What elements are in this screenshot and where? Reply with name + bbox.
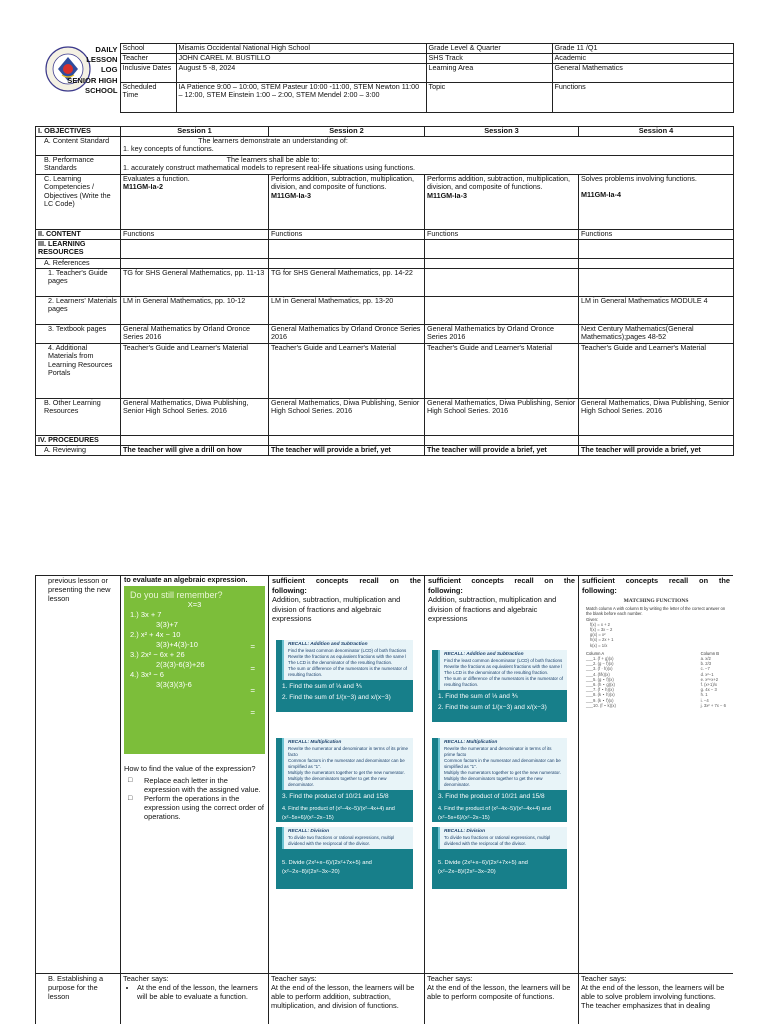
recall-division-panel: [438, 827, 567, 849]
matching-title: MATCHING FUNCTIONS: [623, 598, 689, 604]
session1-review-cell: [121, 576, 269, 974]
content-standard-label: A. Content Standard: [36, 137, 121, 156]
learners-materials-cell: [425, 297, 579, 325]
recall-item: Find the least common denominator (LCD) of both fractions: [444, 657, 563, 663]
purpose-item: At the end of the lesson, the learners will be able to solve problem involving functions.: [581, 983, 725, 1001]
learners-materials-cell: LM in General Mathematics MODULE 4: [579, 297, 734, 325]
competency-code: M11GM-Ia-4: [581, 190, 621, 200]
teachers-guide-label: 1. Teacher's Guide pages: [36, 269, 121, 297]
lesson-log-page-2: [35, 575, 733, 1024]
session-header: Session 1: [121, 127, 269, 137]
track-value: Academic: [552, 54, 733, 64]
competency-text: Performs addition, subtraction, multiplication, division, and composite of functions.: [427, 174, 571, 192]
recall-multiplication-slide: [432, 738, 567, 822]
recall-multiplication-title: RECALL: Multiplication: [444, 739, 498, 745]
track-label: SHS Track: [426, 54, 552, 64]
recall-division-slide: [432, 827, 567, 889]
drill-substitution: 3(3)+4(3)-10: [156, 640, 198, 650]
recall-item: Multiply the numerators together to get the new numerator.: [288, 769, 405, 775]
additional-materials-label: 4. Additional Materials from Learning Resources Portals: [36, 344, 121, 399]
topic-value: Functions: [552, 83, 733, 113]
recall-multiplication-panel: [438, 738, 567, 790]
grade-label: Grade Level & Quarter: [426, 44, 552, 54]
session3-review-cell: [425, 576, 579, 974]
drill-expression: 1.) 3x + 7: [130, 610, 162, 620]
recall-item: To divide two fractions or rational expressions, multipl dividend with the reciprocal of the divisor.: [288, 834, 395, 846]
area-label: Learning Area: [426, 64, 552, 83]
reviewing-cell: The teacher will provide a brief, yet: [269, 446, 425, 456]
recall-item: Multiply the denominators together to get the new denominator.: [288, 775, 387, 787]
dates-label: Inclusive Dates: [120, 64, 176, 83]
recall-item: Multiply the denominators together to get the new denominator.: [444, 775, 543, 787]
header-table: [35, 43, 734, 113]
empty-cell: [269, 259, 425, 269]
empty-cell: [425, 240, 579, 259]
teachers-guide-cell: [579, 269, 734, 297]
other-resources-cell: General Mathematics, Diwa Publishing, Senior High School Series. 2016: [269, 399, 425, 436]
recall-multiplication-panel: [282, 738, 413, 790]
drill-substitution: 2(3(3)-6(3)+26: [156, 660, 205, 670]
purpose-item: • At the end of the lesson, the learners will be able to evaluate a function.: [137, 983, 266, 1001]
session1-step: □ Perform the operations in the expression using the correct order of operations.: [138, 794, 265, 821]
matching-given-functions: f(x) = x + 2 f(x) = 3x − 2 g(x) = x² h(x) = 2x + 1 k(x) = 1/x: [590, 621, 614, 648]
recall-lead: sufficient concepts recall on the following:: [272, 576, 421, 595]
recall-item: Rewrite the fractions as equivalent fractions with the same l: [444, 663, 563, 669]
session1-steps: [124, 776, 265, 821]
empty-cell: [121, 436, 269, 446]
empty-cell: [121, 240, 269, 259]
area-value: General Mathematics: [552, 64, 733, 83]
recall-division-slide: [276, 827, 413, 889]
empty-cell: [121, 259, 269, 269]
procedures-heading: IV. PROCEDURES: [36, 436, 121, 446]
performance-standard-intro: The learners shall be able to:: [226, 155, 320, 164]
empty-cell: [269, 240, 425, 259]
recall-list: Addition, subtraction, multiplication and division of fractions and algebraic expressions: [428, 595, 557, 623]
purpose-cell: [121, 974, 269, 1024]
matching-instruction: Match column A with column B by writing the letter of the correct answer on the blank before each number.: [586, 606, 726, 617]
recall-item: To divide two fractions or rational expressions, multipl dividend with the reciprocal of the divisor.: [444, 834, 551, 846]
purpose-cell: [425, 974, 579, 1024]
textbook-cell: General Mathematics by Orland Oronce Series 2016: [121, 325, 269, 344]
textbook-label: 3. Textbook pages: [36, 325, 121, 344]
empty-cell: [425, 259, 579, 269]
reviewing-cell: The teacher will provide a brief, yet: [425, 446, 579, 456]
reviewing-label: A. Reviewing: [36, 446, 121, 456]
column-a-header: Column A: [586, 650, 605, 656]
drill-slide-title: Do you still remember?: [130, 590, 223, 601]
recall-item: The LCD is the denominator of the resulting fraction.: [288, 659, 393, 665]
purpose-cell: [579, 974, 734, 1024]
recall-question: 3. Find the product of 10/21 and 15/8: [438, 792, 545, 800]
time-value: IA Patience 9:00 – 10:00, STEM Pasteur 10:00 -11:00, STEM Newton 11:00 – 12:00, STEM Einstein 1:00 – 2:00, STEM Mendel 2:00 – 3:00: [176, 83, 426, 113]
recall-list: Addition, subtraction, multiplication and division of fractions and algebraic expressions: [272, 595, 401, 623]
dll-title-line: SENIOR HIGH: [67, 75, 118, 85]
competency-code: M11GM-Ia-3: [427, 190, 467, 200]
recall-lead: sufficient concepts recall on the following:: [428, 576, 575, 595]
dll-title-line: SCHOOL: [85, 86, 118, 96]
logo-cell: [35, 44, 120, 113]
matching-column-a: Column A ___1. (f + g)(x) ___2. (g − f)(x) ___3. (f · h)(x) ___4. (f/k)(x) ___5. (g ∘ f)(x) ___6. (h ∘ g)(x) ___7. (f ∘ h)(x) ___8. (k ∘ h)(x) ___9. (k ∘ f)(x) ___10. (f ∘ k)(x): [586, 650, 616, 708]
content-cell: Functions: [269, 230, 425, 240]
session4-review-cell: [579, 576, 734, 974]
dll-title-line: LESSON: [86, 54, 118, 64]
reviewing-cell: The teacher will give a drill on how: [121, 446, 269, 456]
performance-standard-label: B. Performance Standards: [36, 156, 121, 175]
recall-question: 2. Find the sum of 1/(x−3) and x/(x−3): [282, 693, 391, 701]
matching-columns: [586, 651, 726, 708]
empty-cell: [425, 436, 579, 446]
learners-materials-cell: LM in General Mathematics, pp. 13-20: [269, 297, 425, 325]
recall-lead: sufficient concepts recall on the following:: [582, 576, 730, 595]
competencies-label: C. Learning Competencies / Objectives (Write the LC Code): [36, 175, 121, 230]
recall-addition-slide: [276, 640, 413, 712]
content-standard-intro: The learners demonstrate an understanding of:: [198, 136, 348, 145]
drill-slide: [124, 586, 265, 754]
drill-substitution: 3(3(3)(3)-6: [156, 680, 192, 690]
competency-cell: [579, 175, 734, 230]
matching-functions-worksheet: [582, 599, 730, 708]
textbook-cell: General Mathematics by Orland Oronce Series 2016: [269, 325, 425, 344]
learners-materials-label: 2. Learners' Materials pages: [36, 297, 121, 325]
time-label: Scheduled Time: [120, 83, 176, 113]
session1-review-text: to evaluate an algebraic expression.: [124, 575, 248, 584]
teacher-value: JOHN CAREL M. BUSTILLO: [176, 54, 426, 64]
dll-title-line: DAILY: [95, 44, 118, 54]
recall-item: Rewrite the fractions as equivalent fractions with the same l: [288, 653, 407, 659]
content-cell: Functions: [425, 230, 579, 240]
teachers-guide-cell: TG for SHS General Mathematics, pp. 14-22: [269, 269, 425, 297]
dll-title: [67, 45, 117, 97]
session1-question: How to find the value of the expression?: [124, 764, 256, 774]
content-cell: Functions: [121, 230, 269, 240]
recall-addition-panel: [438, 650, 567, 690]
competency-cell: [121, 175, 269, 230]
purpose-extra: The teacher emphasizes that in dealing: [581, 1001, 711, 1010]
recall-division-panel: [282, 827, 413, 849]
school-label: School: [120, 44, 176, 54]
recall-item: The LCD is the denominator of the resulting fraction.: [444, 669, 549, 675]
drill-expression: 2.) x² + 4x − 10: [130, 630, 181, 640]
topic-label: Topic: [426, 83, 552, 113]
competency-code: M11GM-Ia-2: [123, 182, 163, 192]
recall-addition-panel: [282, 640, 413, 680]
dll-title-line: LOG: [101, 65, 118, 75]
recall-question: 4. Find the product of (x²−4x−5)/(x²−4x+4) and (x²−5x+6)/(x²−2x−15): [438, 805, 551, 821]
recall-item: Rewrite the numerator and denominator in terms of its prime facto: [444, 745, 552, 757]
performance-standard-item: 1. accurately construct mathematical models to represent real-life situations using functions.: [123, 163, 416, 173]
matching-given: Given:: [586, 616, 599, 622]
teacher-label: Teacher: [120, 54, 176, 64]
empty-cell: [269, 436, 425, 446]
other-resources-label: B. Other Learning Resources: [36, 399, 121, 436]
main-table: [35, 126, 734, 456]
purpose-cell: [269, 974, 425, 1024]
recall-item: Multiply the numerators together to get the new numerator.: [444, 769, 561, 775]
drill-substitution: 3(3)+7: [156, 620, 178, 630]
equals-signs: = = = =: [250, 642, 255, 718]
session-header: Session 2: [269, 127, 425, 137]
textbook-cell: General Mathematics by Orland Oronce Series 2016: [425, 325, 579, 344]
recall-question: 5. Divide (2x²+x−6)/(2x²+7x+5) and (x²−2x−8)/(2x²−3x−20): [282, 859, 372, 875]
recall-question: 3. Find the product of 10/21 and 15/8: [282, 792, 389, 800]
recall-item: Find the least common denominator (LCD) of both fractions: [288, 647, 407, 653]
recall-division-title: RECALL: Division: [288, 828, 330, 834]
content-heading: II. CONTENT: [36, 230, 121, 240]
drill-expression: 3.) 2x² − 6x + 26: [130, 650, 185, 660]
other-resources-cell: General Mathematics, Diwa Publishing, Senior High School Series. 2016: [121, 399, 269, 436]
recall-item: Common factors in the numerator and denominator can be simplified as "1".: [444, 757, 561, 769]
competency-text: Solves problems involving functions.: [581, 174, 697, 183]
session1-step: □ Replace each letter in the expression with the assigned value.: [138, 776, 265, 794]
objectives-heading: I. OBJECTIVES: [36, 127, 121, 137]
teachers-guide-cell: TG for SHS General Mathematics, pp. 11-13: [121, 269, 269, 297]
recall-item: The sum or difference of the numerators is the numerator of resulting fraction.: [288, 665, 407, 677]
resources-heading: III. LEARNING RESOURCES: [36, 240, 121, 259]
recall-item: Rewrite the numerator and denominator in terms of its prime facto: [288, 745, 409, 757]
recall-question: 2. Find the sum of 1/(x−3) and x/(x−3): [438, 703, 547, 711]
recall-division-title: RECALL: Division: [444, 828, 486, 834]
other-resources-cell: General Mathematics, Diwa Publishing, Senior High School Series. 2016: [425, 399, 579, 436]
purpose-list: [123, 983, 266, 1001]
session2-review-cell: [269, 576, 425, 974]
competency-text: Evaluates a function.: [123, 174, 190, 183]
empty-cell: [579, 259, 734, 269]
competency-cell: [425, 175, 579, 230]
additional-materials-cell: Teacher's Guide and Learner's Material: [269, 344, 425, 399]
performance-standard-value: [121, 156, 734, 175]
competency-text: Performs addition, subtraction, multiplication, division, and composite of functions.: [271, 174, 415, 192]
recall-multiplication-title: RECALL: Multiplication: [288, 739, 342, 745]
recall-addition-title: RECALL: Addition and Subtraction: [444, 651, 524, 657]
empty-cell: [579, 240, 734, 259]
empty-cell: [579, 436, 734, 446]
reviewing-label-continued: previous lesson or presenting the new lesson: [36, 576, 121, 974]
competency-cell: [269, 175, 425, 230]
teacher-says: Teacher says:: [581, 974, 627, 983]
content-standard-value: [121, 137, 734, 156]
references-label: A. References: [36, 259, 121, 269]
recall-question: 4. Find the product of (x²−4x−5)/(x²−4x+4) and (x²−5x+6)/(x²−2x−15): [282, 805, 395, 821]
recall-item: Common factors in the numerator and denominator can be simplified as "1".: [288, 757, 405, 769]
school-value: Misamis Occidental National High School: [176, 44, 426, 54]
teachers-guide-cell: [425, 269, 579, 297]
recall-question: 1. Find the sum of ⅓ and ⅗: [282, 682, 363, 690]
drill-expression: 4.) 3x³ − 6: [130, 670, 164, 680]
purpose-item: At the end of the lesson, the learners will be able to perform composite of functions.: [427, 983, 571, 1001]
procedures-table: [35, 575, 733, 1024]
drill-slide-given: X=3: [187, 600, 202, 610]
establishing-purpose-label: B. Establishing a purpose for the lesson: [36, 974, 121, 1024]
recall-question: 5. Divide (2x²+x−6)/(2x²+7x+5) and (x²−2x−8)/(2x²−3x−20): [438, 859, 528, 875]
learners-materials-cell: LM in General Mathematics, pp. 10-12: [121, 297, 269, 325]
reviewing-cell: The teacher will provide a brief, yet: [579, 446, 734, 456]
teacher-says: Teacher says:: [427, 974, 473, 983]
additional-materials-cell: Teacher's Guide and Learner's Material: [579, 344, 734, 399]
column-b-header: Column B: [700, 650, 720, 656]
recall-addition-title: RECALL: Addition and Subtraction: [288, 641, 368, 647]
content-cell: Functions: [579, 230, 734, 240]
competency-code: M11GM-Ia-3: [271, 190, 311, 200]
purpose-item: At the end of the lesson, the learners will be able to perform addition, subtraction, multiplication, and division of functions.: [271, 983, 415, 1010]
grade-value: Grade 11 /Q1: [552, 44, 733, 54]
other-resources-cell: General Mathematics, Diwa Publishing, Senior High School Series. 2016: [579, 399, 734, 436]
recall-multiplication-slide: [276, 738, 413, 822]
additional-materials-cell: Teacher's Guide and Learner's Material: [121, 344, 269, 399]
recall-addition-slide: [432, 650, 567, 722]
teacher-says: Teacher says:: [123, 974, 169, 983]
recall-item: The sum or difference of the numerators is the numerator of resulting fraction.: [444, 675, 563, 687]
dates-value: August 5 -8, 2024: [176, 64, 426, 83]
session-header: Session 4: [579, 127, 734, 137]
recall-question: 1. Find the sum of ⅓ and ⅗: [438, 692, 519, 700]
lesson-log-page-1: [35, 43, 733, 511]
session-header: Session 3: [425, 127, 579, 137]
matching-column-b: Column B a. x/2 b. 2/3 c. −7 d. x²−1 e. x²+x+2 f. (x+1)/x g. 4x − 3 h. 1 i. −4 j. 3x² + 7x − 6: [700, 650, 726, 708]
content-standard-item: 1. key concepts of functions.: [123, 144, 214, 154]
additional-materials-cell: Teacher's Guide and Learner's Material: [425, 344, 579, 399]
teacher-says: Teacher says:: [271, 974, 317, 983]
textbook-cell: Next Century Mathematics(General Mathematics);pages 48-52: [579, 325, 734, 344]
